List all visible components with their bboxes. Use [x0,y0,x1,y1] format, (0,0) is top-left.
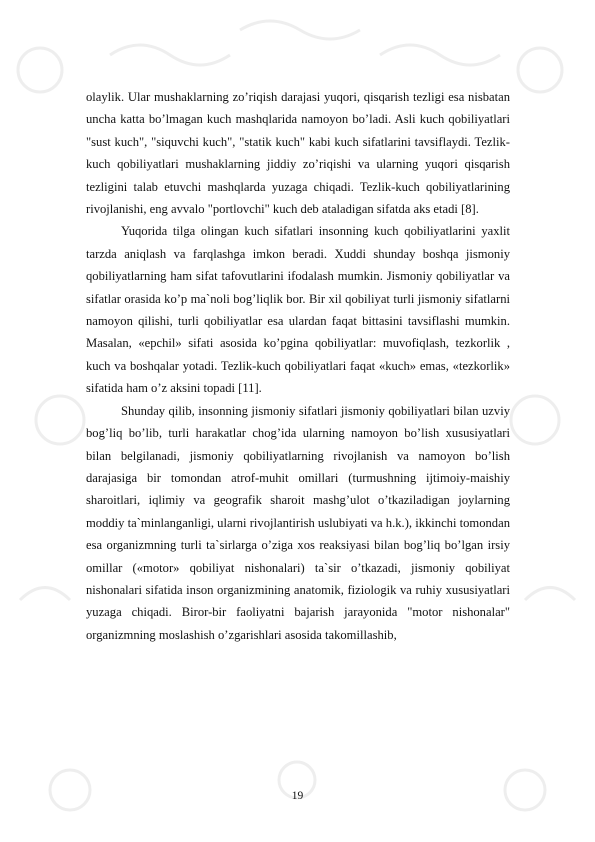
paragraph-2: Yuqorida tilga olingan kuch sifatlari insonning kuch qobiliyatlarini yaxlit tarzda aniqlash va farqlashga imkon beradi. Xuddi shunday boshqa jismoniy qobiliyatlarning ham sifat tafovutlarini ifodalash mumkin. Jismoniy qobiliyatlar va sifatlar orasida ko’p ma`noli bog’liqlik bor. Bir xil qobiliyat turli jismoniy sifatlarni namoyon qilishi, turli qobiliyatlar esa ulardan faqat bittasini tavsiflashi mumkin. Masalan, «epchil» sifati asosida ko’pgina qobiliyatlar: muvofiqlash, tezkorlik , kuch va boshqalar yotadi. Tezlik-kuch qobiliyatlari faqat «kuch» emas, «tezkorlik» sifatida ham o’z aksini topadi [11]. [86,224,510,396]
document-body [86,86,510,646]
paragraph-1: olaylik. Ular mushaklarning zo’riqish darajasi yuqori, qisqarish tezligi esa nisbatan uncha katta bo’lmagan kuch mashqlarida namoyon bo’ladi. Asli kuch qobiliyatlari "sust kuch", "siquvchi kuch", "statik kuch" kabi kuch sifatlarini tavsiflaydi. Tezlik-kuch qobiliyatlari mushaklarning jiddiy zo’riqishi va ularning yuqori qisqarish tezligini talab etuvchi mashqlarda yuzaga chiqadi. Tezlik-kuch qobiliyatlarining rivojlanishi, eng avvalo "portlovchi" kuch deb ataladigan sifatda aks etadi [8]. [86,90,510,217]
paragraph-3: Shunday qilib, insonning jismoniy sifatlari jismoniy qobiliyatlari bilan uzviy bog’liq bo’lib, turli harakatlar chog’ida ularning namoyon bo’lish xususiyatlari bilan belgilanadi, jismoniy qobiliyatlarning rivojlanish va namoyon bo’lish darajasiga bir tomondan atrof-muhit omillari (turmushning ijtimoiy-maishiy sharoitlari, iqlimiy va geografik sharoit mashg’ulot o’tkaziladigan joylarning moddiy ta`minlanganligi, ularni rivojlantirish uslubiyati va h.k.), ikkinchi tomondan esa organizmning turli ta`sirlarga o’ziga xos reaksiyasi bilan bog’liq bo’lgan irsiy omillar («motor» qobiliyat nishonalari) ta`sir o’tkazadi, jismoniy qobiliyat nishonalari sifatida inson organizmining anatomik, fiziologik va ruhiy xususiyatlari yuzaga chiqadi. Biror-bir faoliyatni bajarish jarayonida "motor nishonalar" organizmning moslashish o’zgarishlari asosida takomillashib, [86,403,510,642]
page-number: 19 [291,790,304,802]
